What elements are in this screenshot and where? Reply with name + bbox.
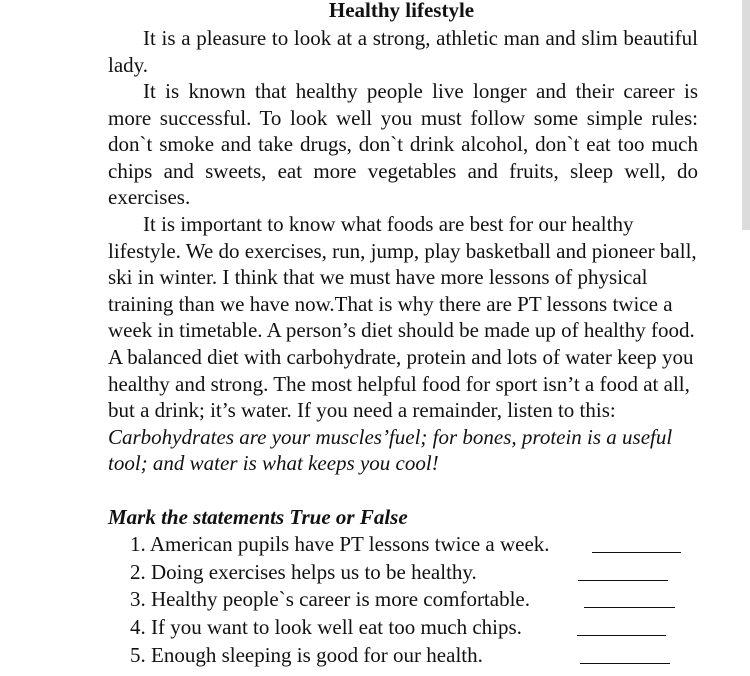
cropped-text-fragment xyxy=(108,671,198,676)
answer-blank[interactable] xyxy=(580,663,670,664)
statement-text: 1. American pupils have PT lessons twice a week. xyxy=(130,532,550,556)
paragraph-3-text: It is important to know what foods are best for our healthy lifestyle. We do exercises, run, jump, play basketball and pioneer ball, ski in winter. I think that we must have more lessons of physical training than we have now.That is why there are PT lessons twice a week in timetable. A person’s diet should be made up of healthy food. A balanced diet with carbohydrate, protein and lots of water keep you healthy and strong. The most helpful food for sport isn’t a food at all, but a drink; it’s water. If you need a remainder, listen to this: xyxy=(108,212,697,423)
paragraph-3 xyxy=(108,211,698,477)
answer-blank[interactable] xyxy=(584,607,675,608)
paragraph-2-text: It is known that healthy people live longer and their career is more successful. To look well you must follow some simple rules: don`t smoke and take drugs, don`t drink alcohol, don`t eat too much chips and sweets, eat more vegetables and fruits, sleep well, do exercises. xyxy=(108,79,698,210)
statement-item xyxy=(130,614,690,642)
paragraph-intro xyxy=(108,25,698,78)
paragraph-3-quote: Carbohydrates are your muscles’fuel; for bones, protein is a useful tool; and water is what keeps you cool! xyxy=(108,424,673,476)
statement-item xyxy=(130,586,690,614)
statement-item xyxy=(130,559,690,587)
statement-list xyxy=(130,531,690,669)
statement-item xyxy=(130,531,690,559)
exercise-heading: Mark the statements True or False xyxy=(108,505,408,529)
answer-blank[interactable] xyxy=(577,635,666,636)
statement-item xyxy=(130,642,690,670)
answer-blank[interactable] xyxy=(592,552,681,553)
paragraph-diet xyxy=(108,211,698,477)
statement-text: 4. If you want to look well eat too much chips. xyxy=(130,615,522,640)
statement-text: 2. Doing exercises helps us to be healthy. xyxy=(130,559,477,584)
document-title: Healthy lifestyle xyxy=(328,0,475,22)
paragraph-1-text: It is a pleasure to look at a strong, athletic man and slim beautiful lady. xyxy=(108,26,698,77)
paragraph-rules xyxy=(108,78,698,211)
statement-text: 3. Healthy people`s career is more comfortable. xyxy=(130,587,530,612)
answer-blank[interactable] xyxy=(578,580,668,581)
statement-text: 5. Enough sleeping is good for our health. xyxy=(130,642,483,667)
scrollbar-edge[interactable] xyxy=(742,0,750,230)
